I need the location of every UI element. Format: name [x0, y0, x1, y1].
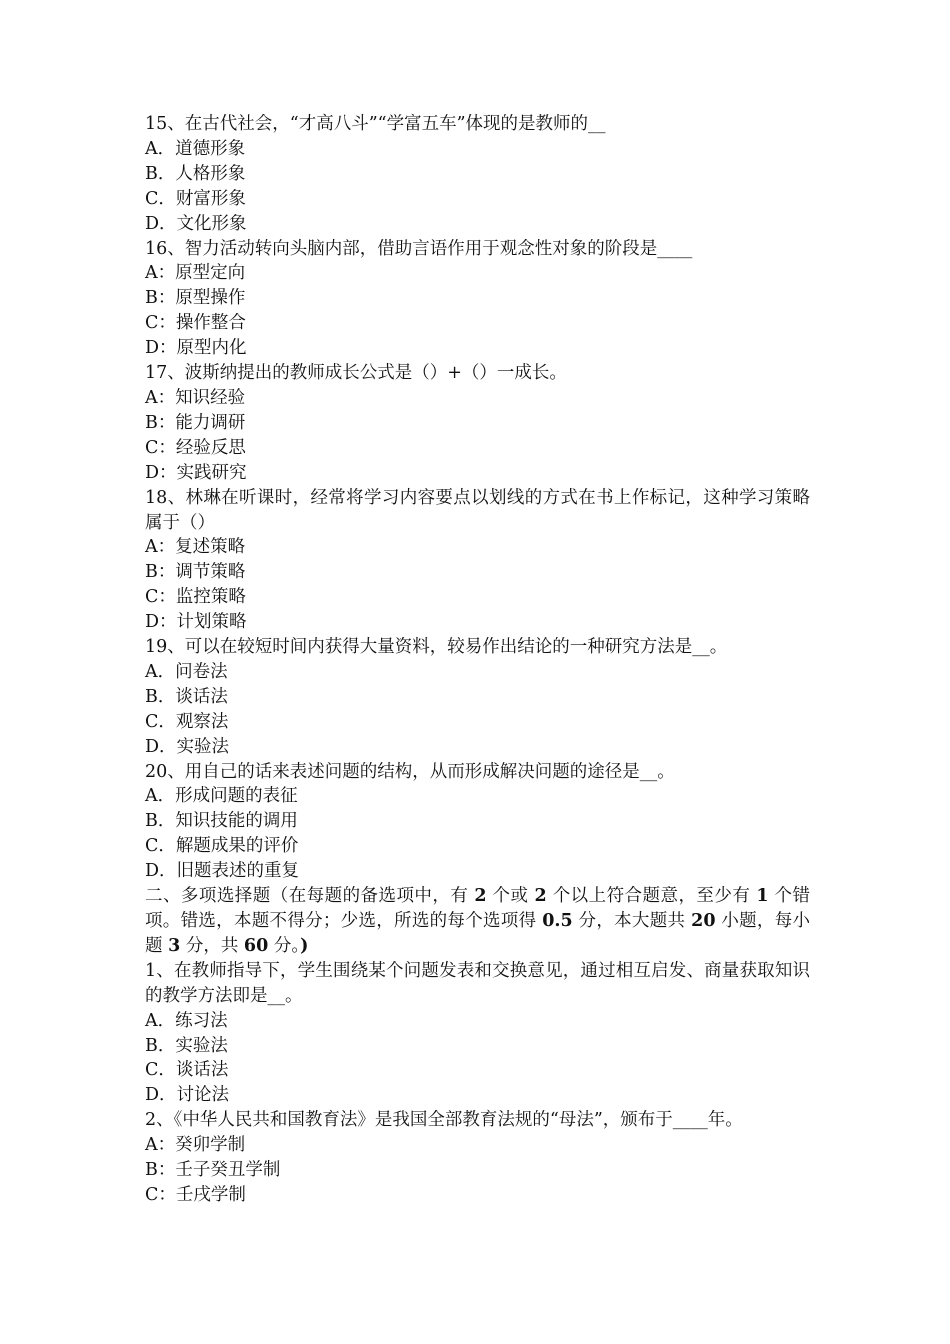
option-line: A：复述策略	[145, 537, 246, 558]
document-page	[145, 112, 810, 1208]
option-line: A：知识经验	[145, 387, 246, 408]
option-line: B：调节策略	[145, 562, 246, 583]
option-line: D．文化形象	[145, 213, 247, 234]
question-19-stem: 19、可以在较短时间内获得大量资料，较易作出结论的一种研究方法是__。	[145, 637, 728, 658]
option-line: B．人格形象	[145, 163, 246, 184]
option-line: B．谈话法	[145, 686, 228, 707]
option-line: B：壬子癸丑学制	[145, 1160, 281, 1181]
option-line: D．讨论法	[145, 1085, 230, 1106]
section-2-heading: 二、多项选择题（在每题的备选项中，有 2 个或 2 个以上符合题意，至少有 1 个错项。错选，本题不得分；少选，所选的每个选项得 0.5 分，本大题共 20 小题，每小题 3 分，共 60 分。)	[145, 886, 811, 956]
option-line: B：能力调研	[145, 412, 246, 433]
option-line: C．观察法	[145, 711, 229, 732]
option-line: D．旧题表述的重复	[145, 861, 300, 882]
question-1-stem: 1、在教师指导下，学生围绕某个问题发表和交换意见，通过相互启发、商量获取知识的教学方法即是__。	[145, 960, 810, 1006]
option-line: D：计划策略	[145, 612, 247, 633]
option-line: B：原型操作	[145, 288, 246, 309]
option-line: A．形成问题的表征	[145, 786, 298, 807]
option-line: C．谈话法	[145, 1060, 229, 1081]
option-line: C：操作整合	[145, 313, 246, 334]
option-line: D：实践研究	[145, 462, 247, 483]
option-line: A．问卷法	[145, 661, 228, 682]
option-line: C．解题成果的评价	[145, 836, 299, 857]
option-line: A．练习法	[145, 1010, 228, 1031]
option-line: B．实验法	[145, 1035, 228, 1056]
option-line: C：监控策略	[145, 587, 246, 608]
option-line: C：经验反思	[145, 437, 246, 458]
question-20-stem: 20、用自己的话来表述问题的结构，从而形成解决问题的途径是__。	[145, 761, 675, 782]
option-line: C：壬戌学制	[145, 1184, 246, 1205]
option-line: D：原型内化	[145, 338, 247, 359]
option-line: A：癸卯学制	[145, 1135, 246, 1156]
question-15-stem: 15、在古代社会，“才高八斗”“学富五车”体现的是教师的__	[145, 114, 606, 134]
option-line: D．实验法	[145, 736, 230, 757]
question-17-stem: 17、波斯纳提出的教师成长公式是（）+（）一成长。	[145, 363, 567, 384]
option-line: B．知识技能的调用	[145, 811, 298, 832]
question-16-stem: 16、智力活动转向头脑内部，借助言语作用于观念性对象的阶段是____	[145, 238, 693, 259]
option-line: C．财富形象	[145, 188, 246, 209]
question-18-stem: 18、林琳在听课时，经常将学习内容要点以划线的方式在书上作标记，这种学习策略属于（）	[145, 487, 810, 533]
option-line: A：原型定向	[145, 263, 246, 284]
question-2-stem: 2、《中华人民共和国教育法》是我国全部教育法规的“母法”，颁布于____年。	[145, 1110, 743, 1131]
option-line: A．道德形象	[145, 138, 246, 159]
